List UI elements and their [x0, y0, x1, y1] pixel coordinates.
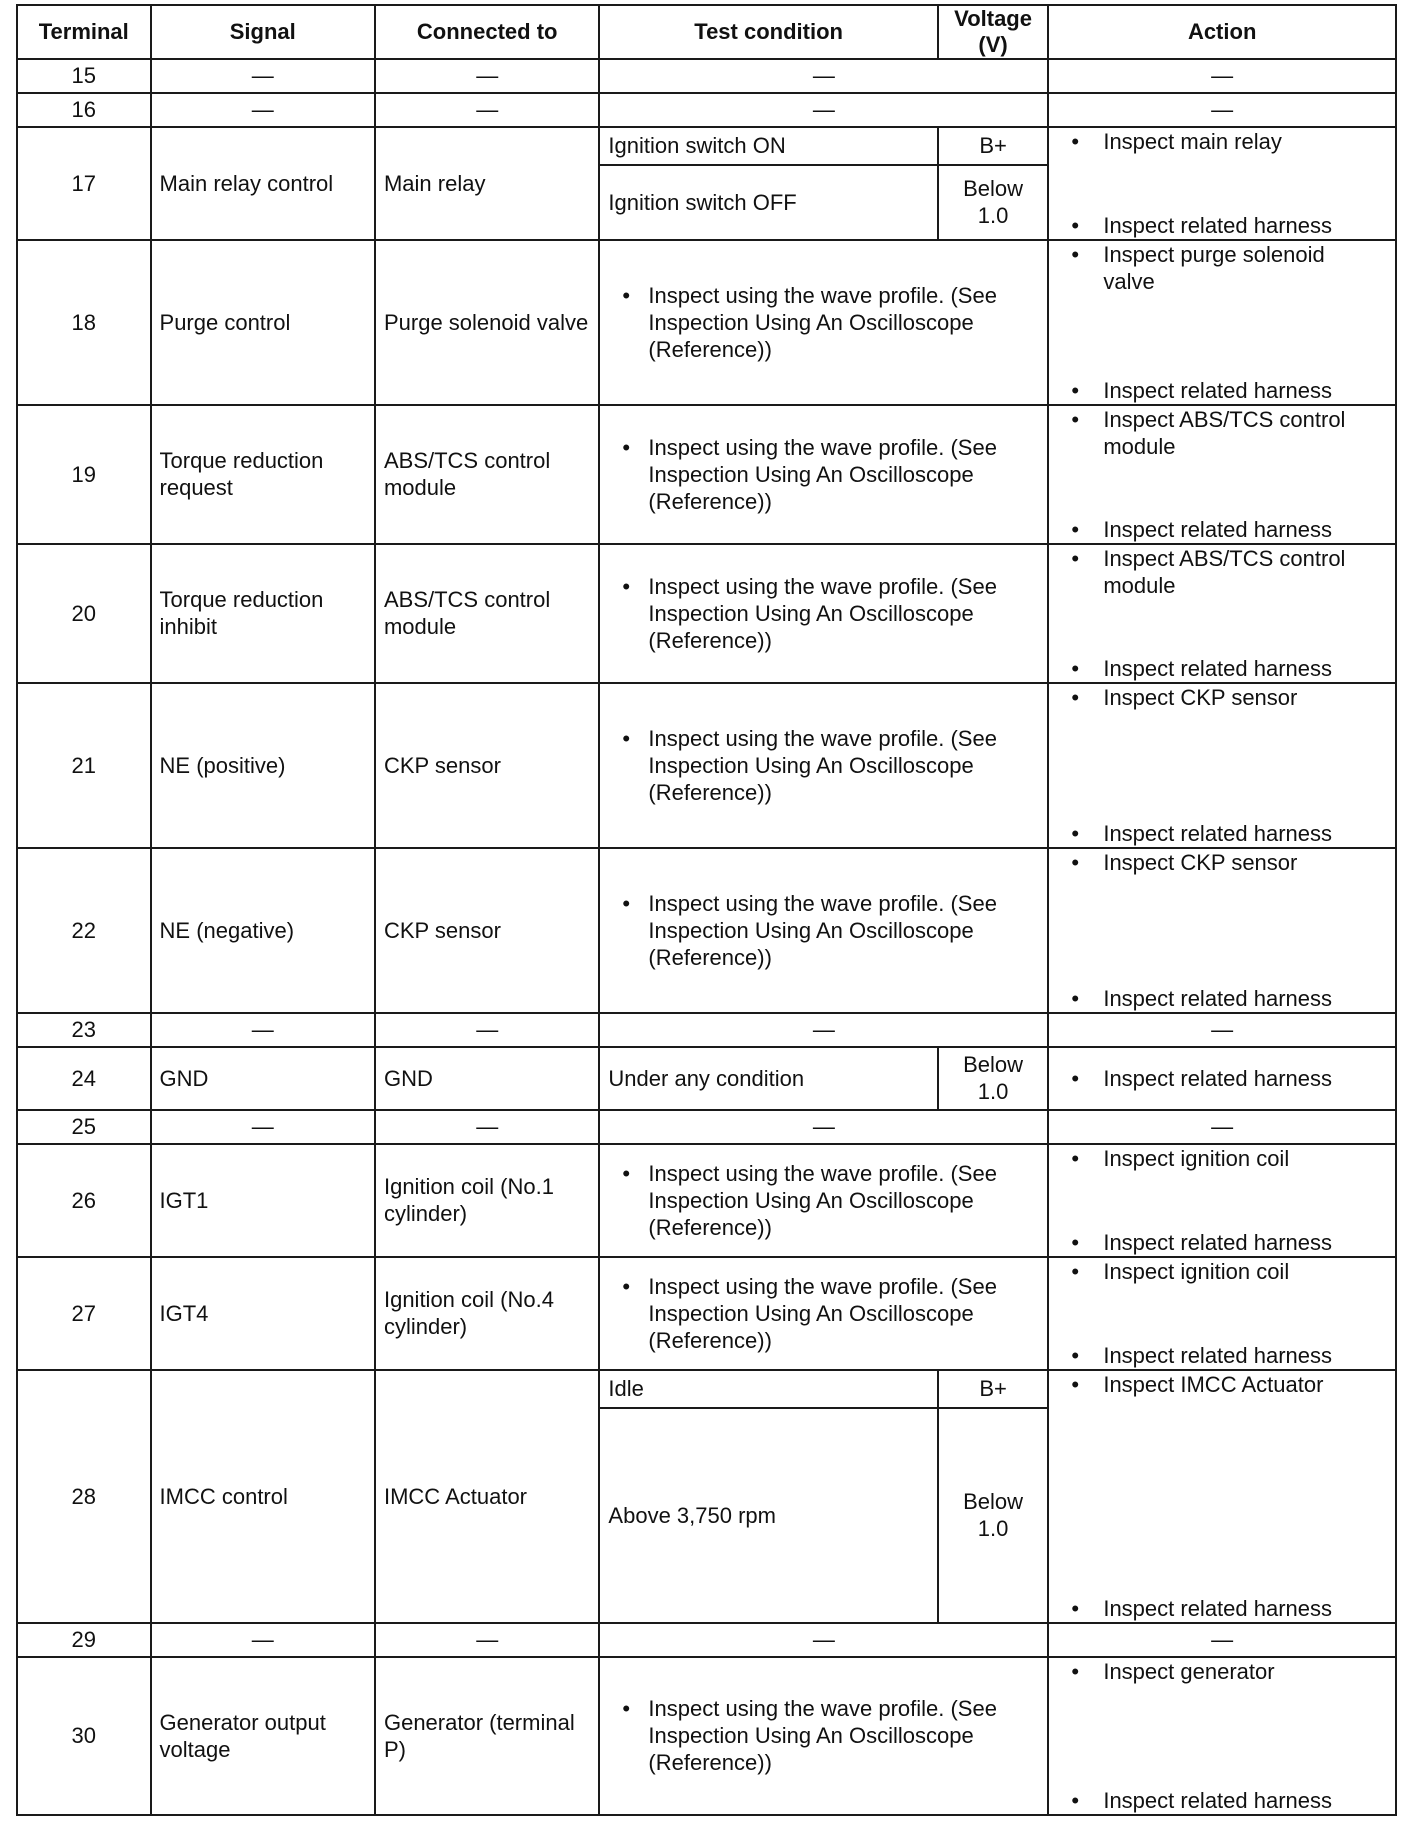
table-row-17 — [17, 127, 1396, 165]
table-row-16 — [17, 93, 1396, 127]
action-dash: — — [1048, 1013, 1396, 1047]
terminal-number: 24 — [17, 1047, 151, 1110]
table-row-15 — [17, 59, 1396, 93]
action-item: • Inspect related harness — [1057, 1342, 1379, 1369]
header-terminal: Terminal — [17, 5, 151, 59]
action-cell — [1048, 1257, 1396, 1370]
connected-cell: Purge solenoid valve — [375, 240, 599, 405]
table-row-22 — [17, 848, 1396, 1013]
wave-profile-note: • Inspect using the wave profile. (See Inspection Using An Oscilloscope (Reference)) — [608, 573, 1039, 654]
wave-profile-note: • Inspect using the wave profile. (See Inspection Using An Oscilloscope (Reference)) — [608, 434, 1039, 515]
signal-cell: GND — [151, 1047, 375, 1110]
table-row-29 — [17, 1623, 1396, 1657]
connected-cell: Main relay — [375, 127, 599, 240]
signal-cell: Torque reduction request — [151, 405, 375, 544]
test-condition-cell — [599, 683, 1048, 848]
table-row-20 — [17, 544, 1396, 683]
action-item: • Inspect generator — [1057, 1658, 1379, 1685]
action-dash: — — [1048, 1110, 1396, 1144]
test-dash: — — [599, 1623, 1048, 1657]
signal-dash: — — [151, 1013, 375, 1047]
action-cell — [1048, 1657, 1396, 1815]
test-condition-cell: Ignition switch ON — [599, 127, 937, 165]
terminal-number: 25 — [17, 1110, 151, 1144]
table-row-25 — [17, 1110, 1396, 1144]
test-condition-cell — [599, 405, 1048, 544]
voltage-cell: Below 1.0 — [938, 1047, 1049, 1110]
connected-cell: ABS/TCS control module — [375, 544, 599, 683]
test-dash: — — [599, 93, 1048, 127]
test-condition-cell — [599, 1257, 1048, 1370]
connected-cell: CKP sensor — [375, 683, 599, 848]
test-condition-cell — [599, 240, 1048, 405]
action-item: • Inspect related harness — [1057, 1787, 1379, 1814]
terminal-number: 28 — [17, 1370, 151, 1623]
connected-dash: — — [375, 1623, 599, 1657]
terminal-number: 21 — [17, 683, 151, 848]
wave-profile-note: • Inspect using the wave profile. (See Inspection Using An Oscilloscope (Reference)) — [608, 1273, 1039, 1354]
action-dash: — — [1048, 93, 1396, 127]
action-cell — [1048, 848, 1396, 1013]
connected-cell: ABS/TCS control module — [375, 405, 599, 544]
action-item: • Inspect related harness — [1057, 655, 1379, 682]
test-dash: — — [599, 59, 1048, 93]
terminal-number: 26 — [17, 1144, 151, 1257]
header-test-condition: Test condition — [599, 5, 937, 59]
signal-cell: IGT1 — [151, 1144, 375, 1257]
action-item: • Inspect CKP sensor — [1057, 849, 1379, 876]
table-row-28 — [17, 1370, 1396, 1408]
terminal-number: 29 — [17, 1623, 151, 1657]
action-cell — [1048, 1144, 1396, 1257]
action-item: • Inspect purge solenoid valve — [1057, 241, 1379, 295]
terminal-number: 30 — [17, 1657, 151, 1815]
action-dash: — — [1048, 59, 1396, 93]
wave-profile-note: • Inspect using the wave profile. (See Inspection Using An Oscilloscope (Reference)) — [608, 1160, 1039, 1241]
connected-dash: — — [375, 59, 599, 93]
action-item: • Inspect IMCC Actuator — [1057, 1371, 1379, 1398]
test-condition-cell — [599, 848, 1048, 1013]
action-item: • Inspect related harness — [1057, 377, 1379, 404]
signal-cell: Torque reduction inhibit — [151, 544, 375, 683]
table-row-30 — [17, 1657, 1396, 1815]
test-condition-cell: Ignition switch OFF — [599, 165, 937, 240]
header-voltage: Voltage (V) — [938, 5, 1049, 59]
action-item: • Inspect main relay — [1057, 128, 1379, 155]
signal-cell: NE (positive) — [151, 683, 375, 848]
test-condition-cell: Idle — [599, 1370, 937, 1408]
signal-cell: Purge control — [151, 240, 375, 405]
signal-cell: NE (negative) — [151, 848, 375, 1013]
signal-dash: — — [151, 93, 375, 127]
voltage-cell: B+ — [938, 1370, 1049, 1408]
signal-dash: — — [151, 1110, 375, 1144]
terminal-number: 20 — [17, 544, 151, 683]
test-condition-cell — [599, 544, 1048, 683]
action-item: • Inspect ignition coil — [1057, 1145, 1379, 1172]
action-cell — [1048, 683, 1396, 848]
table-row-26 — [17, 1144, 1396, 1257]
connected-cell: IMCC Actuator — [375, 1370, 599, 1623]
terminal-number: 19 — [17, 405, 151, 544]
action-cell — [1048, 240, 1396, 405]
action-cell — [1048, 1047, 1396, 1110]
table-row-19 — [17, 405, 1396, 544]
wave-profile-note: • Inspect using the wave profile. (See Inspection Using An Oscilloscope (Reference)) — [608, 890, 1039, 971]
action-cell — [1048, 544, 1396, 683]
terminal-number: 18 — [17, 240, 151, 405]
terminal-table-page — [16, 4, 1397, 1816]
header-action: Action — [1048, 5, 1396, 59]
action-item: • Inspect related harness — [1057, 1065, 1379, 1092]
action-cell — [1048, 405, 1396, 544]
voltage-cell: Below 1.0 — [938, 1408, 1049, 1623]
header-signal: Signal — [151, 5, 375, 59]
table-row-18 — [17, 240, 1396, 405]
connected-cell: Ignition coil (No.4 cylinder) — [375, 1257, 599, 1370]
wave-profile-note: • Inspect using the wave profile. (See Inspection Using An Oscilloscope (Reference)) — [608, 282, 1039, 363]
terminal-number: 27 — [17, 1257, 151, 1370]
action-item: • Inspect related harness — [1057, 985, 1379, 1012]
voltage-cell: Below 1.0 — [938, 165, 1049, 240]
action-item: • Inspect CKP sensor — [1057, 684, 1379, 711]
action-item: • Inspect related harness — [1057, 820, 1379, 847]
connected-cell: CKP sensor — [375, 848, 599, 1013]
signal-dash: — — [151, 59, 375, 93]
signal-cell: IGT4 — [151, 1257, 375, 1370]
terminal-number: 23 — [17, 1013, 151, 1047]
action-dash: — — [1048, 1623, 1396, 1657]
table-row-24 — [17, 1047, 1396, 1110]
wave-profile-note: • Inspect using the wave profile. (See Inspection Using An Oscilloscope (Reference)) — [608, 1695, 1039, 1776]
action-item: • Inspect related harness — [1057, 1595, 1379, 1622]
connected-dash: — — [375, 1110, 599, 1144]
action-item: • Inspect related harness — [1057, 516, 1379, 543]
signal-cell: Main relay control — [151, 127, 375, 240]
header-row — [17, 5, 1396, 59]
connected-dash: — — [375, 1013, 599, 1047]
connected-cell: Ignition coil (No.1 cylinder) — [375, 1144, 599, 1257]
connected-cell: Generator (terminal P) — [375, 1657, 599, 1815]
action-cell — [1048, 1370, 1396, 1623]
signal-cell: Generator output voltage — [151, 1657, 375, 1815]
test-condition-cell: Above 3,750 rpm — [599, 1408, 937, 1623]
test-condition-cell — [599, 1657, 1048, 1815]
table-row-27 — [17, 1257, 1396, 1370]
terminal-number: 22 — [17, 848, 151, 1013]
table-row-23 — [17, 1013, 1396, 1047]
header-connected-to: Connected to — [375, 5, 599, 59]
terminal-number: 17 — [17, 127, 151, 240]
connected-cell: GND — [375, 1047, 599, 1110]
action-cell — [1048, 127, 1396, 240]
terminal-number: 16 — [17, 93, 151, 127]
action-item: • Inspect ABS/TCS control module — [1057, 545, 1379, 599]
table-row-21 — [17, 683, 1396, 848]
test-dash: — — [599, 1110, 1048, 1144]
test-condition-cell — [599, 1144, 1048, 1257]
signal-dash: — — [151, 1623, 375, 1657]
action-item: • Inspect related harness — [1057, 212, 1379, 239]
action-item: • Inspect ABS/TCS control module — [1057, 406, 1379, 460]
signal-cell: IMCC control — [151, 1370, 375, 1623]
terminal-voltage-table — [16, 4, 1397, 1816]
action-item: • Inspect ignition coil — [1057, 1258, 1379, 1285]
wave-profile-note: • Inspect using the wave profile. (See Inspection Using An Oscilloscope (Reference)) — [608, 725, 1039, 806]
voltage-cell: B+ — [938, 127, 1049, 165]
test-dash: — — [599, 1013, 1048, 1047]
test-condition-cell: Under any condition — [599, 1047, 937, 1110]
action-item: • Inspect related harness — [1057, 1229, 1379, 1256]
connected-dash: — — [375, 93, 599, 127]
terminal-number: 15 — [17, 59, 151, 93]
